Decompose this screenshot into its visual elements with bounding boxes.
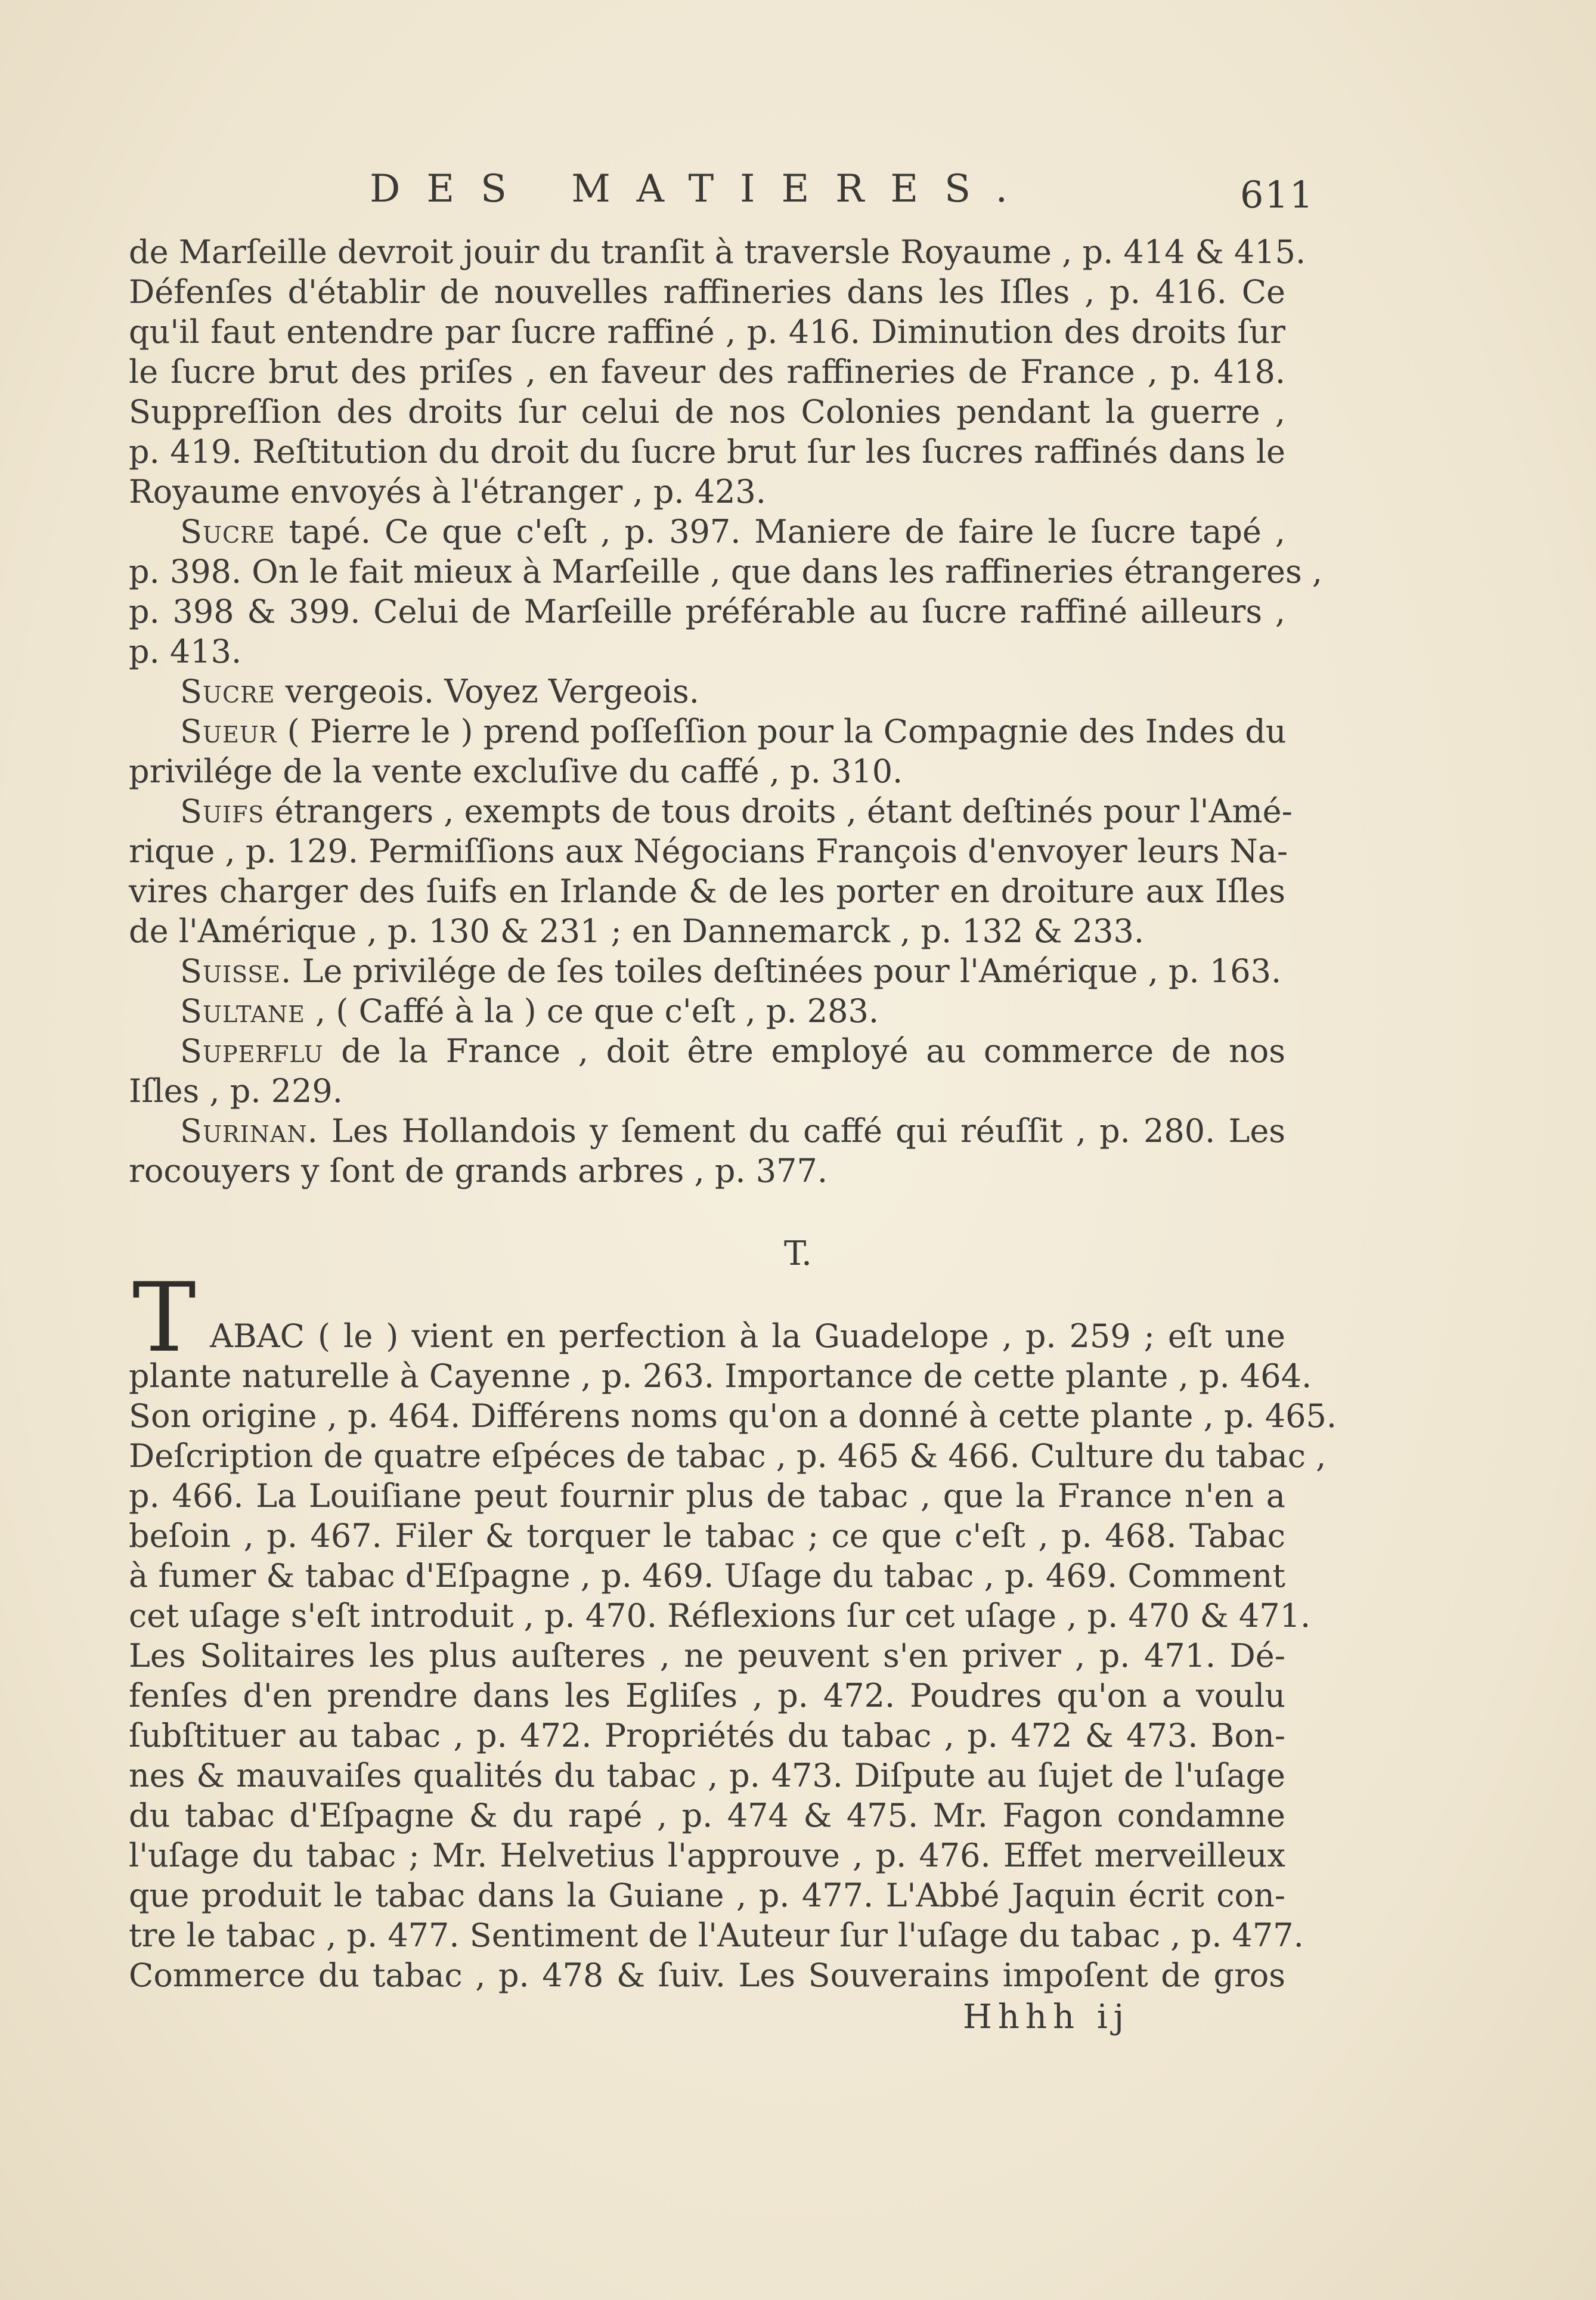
text-line: rocouyers y ſont de grands arbres , p. 377.	[129, 1152, 828, 1190]
text-line: ſubſtituer au tabac , p. 472. Propriétés du tabac , p. 472 & 473. Bon-	[129, 1717, 1285, 1754]
index-entry-sueur: Sueur ( Pierre le ) prend poſſeſſion pour la Compagnie des Indes du	[180, 713, 1287, 750]
text-line: Royaume envoyés à l'étranger , p. 423.	[129, 473, 766, 510]
index-entry-suifs: Suifs étrangers , exempts de tous droits , étant deſtinés pour l'Amé-	[180, 793, 1293, 830]
signature-mark: Hhhh ij	[963, 1998, 1130, 2036]
text-line: vires charger des ſuifs en Irlande & de les porter en droiture aux Iſles	[129, 872, 1285, 910]
text-line: beſoin , p. 467. Filer & torquer le tabac ; ce que c'eſt , p. 468. Tabac	[129, 1517, 1285, 1555]
text-line: p. 419. Reſtitution du droit du ſucre brut ſur les ſucres raffinés dans le	[129, 433, 1285, 470]
text-line: rique , p. 129. Permiſſions aux Négocians François d'envoyer leurs Na-	[129, 832, 1288, 870]
entry-head: Sueur	[180, 713, 277, 750]
text-line: p. 398 & 399. Celui de Marſeille préférable au ſucre raffiné ailleurs ,	[129, 593, 1285, 630]
page-number: 611	[1240, 173, 1315, 216]
entry-head: Suifs	[180, 793, 265, 830]
text-line: Les Solitaires les plus auſteres , ne peuvent s'en priver , p. 471. Dé-	[129, 1637, 1285, 1674]
text-line: Commerce du tabac , p. 478 & ſuiv. Les Souverains impoſent de gros	[129, 1957, 1285, 1994]
entry-head: Sucre	[180, 513, 275, 550]
text-line: l'uſage du tabac ; Mr. Helvetius l'approuve , p. 476. Effet merveilleux	[129, 1837, 1285, 1874]
entry-head: Sultane	[180, 992, 305, 1030]
text-line: à fumer & tabac d'Eſpagne , p. 469. Uſage du tabac , p. 469. Comment	[129, 1557, 1285, 1595]
text-line: p. 398. On le fait mieux à Marſeille , que dans les raffineries étrangeres ,	[129, 553, 1322, 590]
entry-head: Suisse.	[180, 952, 292, 990]
text-line: Deſcription de quatre eſpéces de tabac , p. 465 & 466. Culture du tabac ,	[129, 1437, 1327, 1475]
text-line: Suppreſſion des droits ſur celui de nos Colonies pendant la guerre ,	[129, 393, 1285, 431]
text-line: du tabac d'Eſpagne & du rapé , p. 474 & 475. Mr. Fagon condamne	[129, 1797, 1285, 1834]
index-entry-suisse: Suisse. Le privilége de ſes toiles deſtinées pour l'Amérique , p. 163.	[180, 952, 1282, 990]
index-entry-sucre-tape: Sucre tapé. Ce que c'eſt , p. 397. Maniere de faire le ſucre tapé ,	[180, 513, 1285, 550]
text-line: qu'il faut entendre par ſucre raffiné , p. 416. Diminution des droits ſur	[129, 313, 1285, 351]
index-entry-superflu: Superflu de la France , doit être employé au commerce de nos	[180, 1032, 1286, 1070]
drop-cap: T	[132, 1262, 196, 1373]
text-line: de Marſeille devroit jouir du tranſit à traversle Royaume , p. 414 & 415.	[129, 233, 1306, 271]
text-line: tre le tabac , p. 477. Sentiment de l'Auteur ſur l'uſage du tabac , p. 477.	[129, 1917, 1304, 1954]
entry-head: Superflu	[180, 1032, 324, 1070]
text-line: plante naturelle à Cayenne , p. 263. Importance de cette plante , p. 464.	[129, 1357, 1312, 1395]
text-line: cet uſage s'eſt introduit , p. 470. Réflexions ſur cet uſage , p. 470 & 471.	[129, 1597, 1311, 1635]
text-line: de l'Amérique , p. 130 & 231 ; en Dannemarck , p. 132 & 233.	[129, 912, 1144, 950]
text-line: ABAC ( le ) vient en perfection à la Guadelope , p. 259 ; eſt une	[210, 1317, 1285, 1355]
text-line: Iſles , p. 229.	[129, 1072, 343, 1110]
text-line: p. 413.	[129, 633, 242, 670]
text-line: Son origine , p. 464. Différens noms qu'on a donné à cette plante , p. 465.	[129, 1397, 1337, 1435]
index-entry-sultane: Sultane , ( Caffé à la ) ce que c'eſt , p. 283.	[180, 992, 879, 1030]
entry-head: Sucre	[180, 673, 275, 710]
text-line: p. 466. La Louiſiane peut fournir plus de tabac , que la France n'en a	[129, 1477, 1285, 1515]
text-line: le ſucre brut des priſes , en faveur des raffineries de France , p. 418.	[129, 353, 1285, 391]
index-entry-sucre-vergeois: Sucre vergeois. Voyez Vergeois.	[180, 673, 699, 710]
text-line: privilége de la vente excluſive du caffé , p. 310.	[129, 753, 903, 790]
running-header: DES MATIERES.	[370, 167, 1034, 211]
index-entry-surinan: Surinan. Les Hollandois y ſement du caffé qui réuſſit , p. 280. Les	[180, 1112, 1285, 1150]
section-heading-t: T.	[784, 1234, 812, 1273]
entry-head: Surinan.	[180, 1112, 318, 1150]
text-line: nes & mauvaiſes qualités du tabac , p. 473. Diſpute au ſujet de l'uſage	[129, 1757, 1285, 1794]
text-line: fenſes d'en prendre dans les Egliſes , p. 472. Poudres qu'on a voulu	[129, 1677, 1285, 1714]
text-line: que produit le tabac dans la Guiane , p. 477. L'Abbé Jaquin écrit con-	[129, 1877, 1285, 1914]
text-line: Défenſes d'établir de nouvelles raffineries dans les Iſles , p. 416. Ce	[129, 273, 1285, 311]
